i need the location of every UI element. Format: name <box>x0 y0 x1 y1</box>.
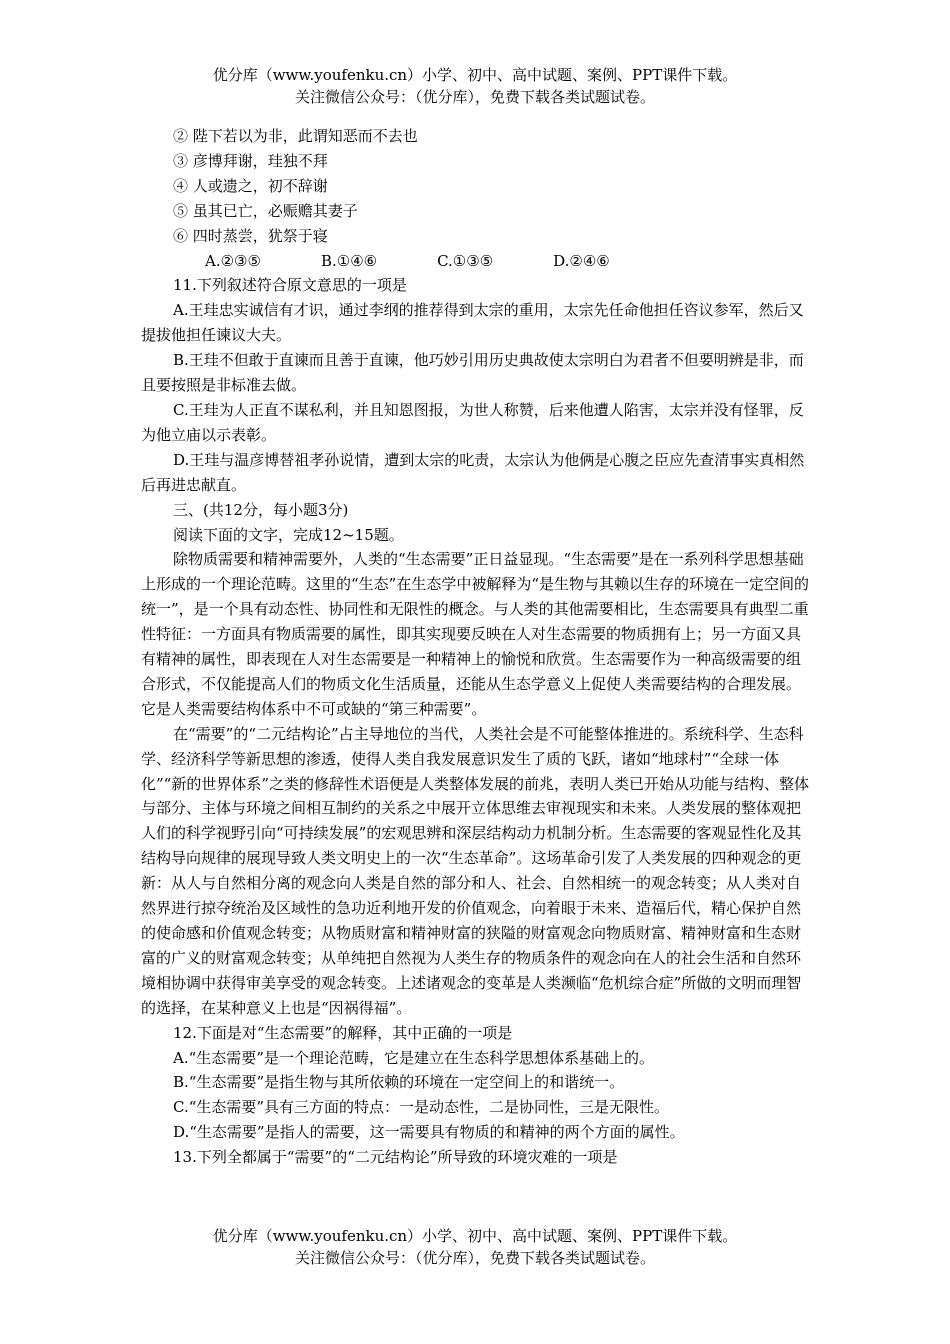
list-item: ⑤ 虽其已亡，必赈赡其妻子 <box>173 201 358 220</box>
q10-options <box>141 249 813 274</box>
list-item: ⑥ 四时蒸尝，犹祭于寝 <box>173 226 328 245</box>
q10-option-d: D.②④⑥ <box>553 251 610 270</box>
q11-option-d: D.王珪与温彦博替祖孝孙说情，遭到太宗的叱责，太宗认为他俩是心腹之臣应先查清事实真相然后再进忠献直。 <box>141 450 805 494</box>
q10-option-b: B.①④⑥ <box>320 251 378 270</box>
footer-line-1: 优分库（www.youfenku.cn）小学、初中、高中试题、案例、PPT课件下载。 <box>212 1227 738 1245</box>
q12-option-d: D.“生态需要”是指人的需要，这一需要具有物质的和精神的两个方面的属性。 <box>173 1123 685 1142</box>
document-body <box>141 124 813 1170</box>
list-item: ② 陛下若以为非，此谓知恶而不去也 <box>173 127 418 145</box>
header-line-2: 关注微信公众号：（优分库），免费下载各类试题试卷。 <box>294 88 655 106</box>
header-line-1: 优分库（www.youfenku.cn）小学、初中、高中试题、案例、PPT课件下载。 <box>212 66 738 84</box>
q12-stem: 12.下面是对“生态需要”的解释，其中正确的一项是 <box>173 1023 513 1042</box>
q10-option-c: C.①③⑤ <box>437 251 494 270</box>
footer-line-2: 关注微信公众号：（优分库），免费下载各类试题试卷。 <box>294 1249 655 1267</box>
section-3-title: 三、(共12分，每小题3分) <box>173 500 349 519</box>
q11-option-b: B.王珪不但敢于直谏而且善于直谏，他巧妙引用历史典故使太宗明白为君者不但要明辨是非，而且要按照是非标准去做。 <box>141 351 804 395</box>
list-item: ④ 人或遗之，初不辞谢 <box>173 176 328 195</box>
list-item: ③ 彦博拜谢，珪独不拜 <box>173 151 328 170</box>
q12-option-c: C.“生态需要”具有三方面的特点：一是动态性，二是协同性，三是无限性。 <box>173 1098 670 1117</box>
q12-option-b: B.“生态需要”是指生物与其所依赖的环境在一定空间上的和谐统一。 <box>173 1073 625 1092</box>
page-header <box>0 64 950 108</box>
q12-option-a: A.“生态需要”是一个理论范畴，它是建立在生态科学思想体系基础上的。 <box>173 1048 654 1067</box>
q10-option-a: A.②③⑤ <box>205 251 261 270</box>
page-footer <box>0 1225 950 1269</box>
q13-stem: 13.下列全都属于“需要”的“二元结构论”所导致的环境灾难的一项是 <box>173 1148 618 1167</box>
section-3-instruction: 阅读下面的文字，完成12~15题。 <box>173 525 404 544</box>
q11-option-c: C.王珪为人正直不谋私利，并且知恩图报，为世人称赞，后来他遭人陷害，太宗并没有怪罪，反为他立庙以示表彰。 <box>141 400 804 444</box>
q11-option-a: A.王珪忠实诚信有才识，通过李纲的推荐得到太宗的重用，太宗先任命他担任咨议参军，然后又提拔他担任谏议大夫。 <box>141 301 804 345</box>
q11-stem: 11.下列叙述符合原文意思的一项是 <box>173 276 407 295</box>
passage-paragraph-2: 在“需要”的“二元结构论”占主导地位的当代，人类社会是不可能整体推进的。系统科学、生态科学、经济科学等新思想的渗透，使得人类自我发展意识发生了质的飞跃，诸如“地球村”“全球一体化”“新的世界体系”之类的修辞性术语便是人类整体发展的前兆，表明人类已开始从功能与结构、整体与部分、主体与环境之间相互制约的关系之中展开立体思维去审视现实和未来。人类发展的整体观把人们的科学视野引向“可持续发展”的宏观思辨和深层结构动力机制分析。生态需要的客观显性化及其结构导向规律的展现导致人类文明史上的一次“生态革命”。这场革命引发了人类发展的四种观念的更新：从人与自然相分离的观念向人类是自然的部分和人、社会、自然相统一的观念转变；从人类对自然界进行掠夺统治及区域性的急功近利地开发的价值观念，向着眼于未来、造福后代，精心保护自然的使命感和价值观念转变；从物质财富和精神财富的狭隘的财富观念向物质财富、精神财富和生态财富的广义的财富观念转变；从单纯把自然视为人类生存的物质条件的观念向在人的社会生活和自然环境相协调中获得审美享受的观念转变。上述诸观念的变革是人类濒临“危机综合症”所做的文明而理智的选择，在某种意义上也是“因祸得福”。 <box>141 724 810 1017</box>
passage-paragraph-1: 除物质需要和精神需要外，人类的“生态需要”正日益显现。“生态需要”是在一系列科学思想基础上形成的一个理论范畴。这里的“生态”在生态学中被解释为“是生物与其赖以生存的环境在一定空间的统一”，是一个具有动态性、协同性和无限性的概念。与人类的其他需要相比，生态需要具有典型二重性特征：一方面具有物质需要的属性，即其实现要反映在人对生态需要的物质拥有上；另一方面又具有精神的属性，即表现在人对生态需要是一种精神上的愉悦和欣赏。生态需要作为一种高级需要的组合形式，不仅能提高人们的物质文化生活质量，还能从生态学意义上促使人类需要结构的合理发展。它是人类需要结构体系中不可或缺的“第三种需要”。 <box>141 550 810 718</box>
